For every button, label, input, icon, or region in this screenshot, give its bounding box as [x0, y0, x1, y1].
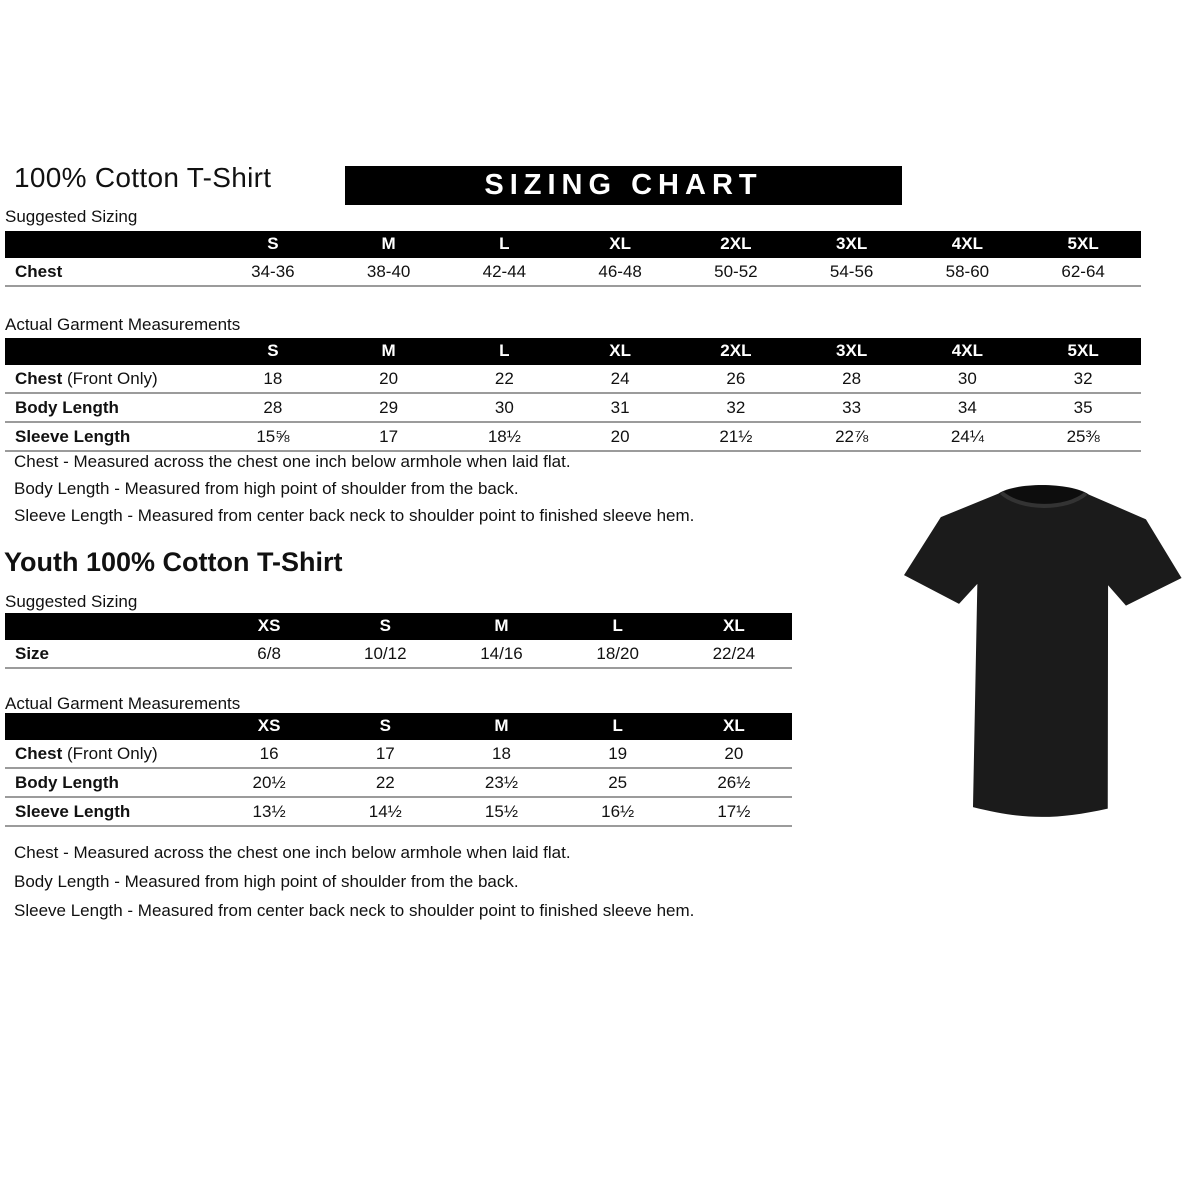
adult-suggested-sizing-label: Suggested Sizing	[5, 207, 138, 226]
row-label-header	[5, 713, 211, 740]
measurement-cell: 30	[910, 365, 1026, 393]
measurement-cell: 15⅝	[215, 422, 331, 451]
row-label: Size	[5, 640, 211, 668]
measurement-cell: 16½	[560, 797, 676, 826]
measurement-cell: 10/12	[327, 640, 443, 668]
tshirt-body	[901, 484, 1182, 819]
measurement-cell: 26	[678, 365, 794, 393]
note-body-length: Body Length - Measured from high point of shoulder from the back.	[14, 479, 519, 498]
table-row	[5, 422, 1141, 451]
adult-actual-measurements-table	[5, 338, 1141, 452]
adult-measurement-notes	[14, 452, 694, 533]
size-table	[5, 231, 1141, 287]
size-column-header: M	[443, 613, 559, 640]
measurement-cell: 28	[215, 393, 331, 422]
size-column-header: L	[560, 713, 676, 740]
size-table	[5, 338, 1141, 452]
youth-actual-measurements-label: Actual Garment Measurements	[5, 694, 241, 713]
size-column-header: S	[327, 713, 443, 740]
measurement-cell: 18	[215, 365, 331, 393]
size-table-header-row	[5, 613, 792, 640]
measurement-cell: 25	[560, 768, 676, 797]
measurement-cell: 32	[1025, 365, 1141, 393]
size-column-header: L	[560, 613, 676, 640]
size-table-header-row	[5, 338, 1141, 365]
row-label: Chest	[5, 258, 215, 286]
note-chest: Chest - Measured across the chest one inch below armhole when laid flat.	[14, 843, 571, 862]
size-column-header: 3XL	[794, 231, 910, 258]
measurement-cell: 17	[327, 740, 443, 768]
size-column-header: XS	[211, 713, 327, 740]
size-column-header: M	[331, 338, 447, 365]
measurement-cell: 18/20	[560, 640, 676, 668]
measurement-cell: 20	[676, 740, 792, 768]
measurement-cell: 18½	[447, 422, 563, 451]
size-column-header: XL	[676, 713, 792, 740]
youth-actual-measurements-table	[5, 713, 792, 827]
table-row	[5, 393, 1141, 422]
table-row	[5, 258, 1141, 286]
measurement-cell: 31	[562, 393, 678, 422]
measurement-cell: 22⅞	[794, 422, 910, 451]
table-row	[5, 365, 1141, 393]
measurement-cell: 26½	[676, 768, 792, 797]
measurement-cell: 35	[1025, 393, 1141, 422]
measurement-cell: 14½	[327, 797, 443, 826]
measurement-cell: 28	[794, 365, 910, 393]
size-column-header: S	[215, 231, 331, 258]
row-label: Body Length	[5, 768, 211, 797]
measurement-cell: 25⅜	[1025, 422, 1141, 451]
size-column-header: 5XL	[1025, 231, 1141, 258]
measurement-cell: 46-48	[562, 258, 678, 286]
measurement-cell: 22	[447, 365, 563, 393]
adult-suggested-sizing-table	[5, 231, 1141, 287]
youth-suggested-sizing-table	[5, 613, 792, 669]
table-row	[5, 797, 792, 826]
size-column-header: 4XL	[910, 338, 1026, 365]
tshirt-image	[896, 476, 1188, 828]
size-column-header: XL	[676, 613, 792, 640]
size-column-header: M	[443, 713, 559, 740]
measurement-cell: 50-52	[678, 258, 794, 286]
note-sleeve-length: Sleeve Length - Measured from center back neck to shoulder point to finished sleeve hem.	[14, 506, 695, 525]
row-label: Chest (Front Only)	[5, 740, 211, 768]
measurement-cell: 54-56	[794, 258, 910, 286]
measurement-cell: 30	[447, 393, 563, 422]
size-column-header: M	[331, 231, 447, 258]
size-column-header: 2XL	[678, 338, 794, 365]
measurement-cell: 58-60	[910, 258, 1026, 286]
size-table	[5, 713, 792, 827]
measurement-cell: 20½	[211, 768, 327, 797]
measurement-cell: 62-64	[1025, 258, 1141, 286]
measurement-cell: 38-40	[331, 258, 447, 286]
size-table	[5, 613, 792, 669]
measurement-cell: 32	[678, 393, 794, 422]
measurement-cell: 24	[562, 365, 678, 393]
row-label-header	[5, 338, 215, 365]
note-sleeve-length: Sleeve Length - Measured from center back neck to shoulder point to finished sleeve hem.	[14, 901, 695, 920]
size-table-header-row	[5, 713, 792, 740]
size-column-header: XL	[562, 231, 678, 258]
table-row	[5, 768, 792, 797]
measurement-cell: 29	[331, 393, 447, 422]
measurement-cell: 33	[794, 393, 910, 422]
size-column-header: XS	[211, 613, 327, 640]
measurement-cell: 34-36	[215, 258, 331, 286]
size-column-header: L	[447, 231, 563, 258]
size-column-header: S	[327, 613, 443, 640]
note-chest: Chest - Measured across the chest one inch below armhole when laid flat.	[14, 452, 571, 471]
size-column-header: XL	[562, 338, 678, 365]
measurement-cell: 17	[331, 422, 447, 451]
size-column-header: 2XL	[678, 231, 794, 258]
measurement-cell: 6/8	[211, 640, 327, 668]
row-label: Chest (Front Only)	[5, 365, 215, 393]
size-column-header: 5XL	[1025, 338, 1141, 365]
measurement-cell: 20	[331, 365, 447, 393]
size-column-header: 4XL	[910, 231, 1026, 258]
adult-section-title: 100% Cotton T-Shirt	[14, 162, 272, 193]
size-column-header: S	[215, 338, 331, 365]
youth-measurement-notes	[14, 843, 694, 930]
measurement-cell: 22/24	[676, 640, 792, 668]
measurement-cell: 15½	[443, 797, 559, 826]
measurement-cell: 13½	[211, 797, 327, 826]
measurement-cell: 23½	[443, 768, 559, 797]
row-label: Sleeve Length	[5, 422, 215, 451]
measurement-cell: 19	[560, 740, 676, 768]
measurement-cell: 22	[327, 768, 443, 797]
table-row	[5, 640, 792, 668]
row-label: Body Length	[5, 393, 215, 422]
size-table-header-row	[5, 231, 1141, 258]
size-column-header: L	[447, 338, 563, 365]
note-body-length: Body Length - Measured from high point of shoulder from the back.	[14, 872, 519, 891]
youth-suggested-sizing-label: Suggested Sizing	[5, 592, 138, 611]
measurement-cell: 16	[211, 740, 327, 768]
measurement-cell: 34	[910, 393, 1026, 422]
size-column-header: 3XL	[794, 338, 910, 365]
measurement-cell: 14/16	[443, 640, 559, 668]
measurement-cell: 24¼	[910, 422, 1026, 451]
measurement-cell: 42-44	[447, 258, 563, 286]
measurement-cell: 20	[562, 422, 678, 451]
row-label: Sleeve Length	[5, 797, 211, 826]
table-row	[5, 740, 792, 768]
row-label-header	[5, 231, 215, 258]
sizing-chart-banner: SIZING CHART	[345, 166, 902, 205]
row-label-header	[5, 613, 211, 640]
youth-section-title: Youth 100% Cotton T-Shirt	[4, 547, 343, 577]
measurement-cell: 21½	[678, 422, 794, 451]
measurement-cell: 17½	[676, 797, 792, 826]
adult-actual-measurements-label: Actual Garment Measurements	[5, 315, 241, 334]
measurement-cell: 18	[443, 740, 559, 768]
